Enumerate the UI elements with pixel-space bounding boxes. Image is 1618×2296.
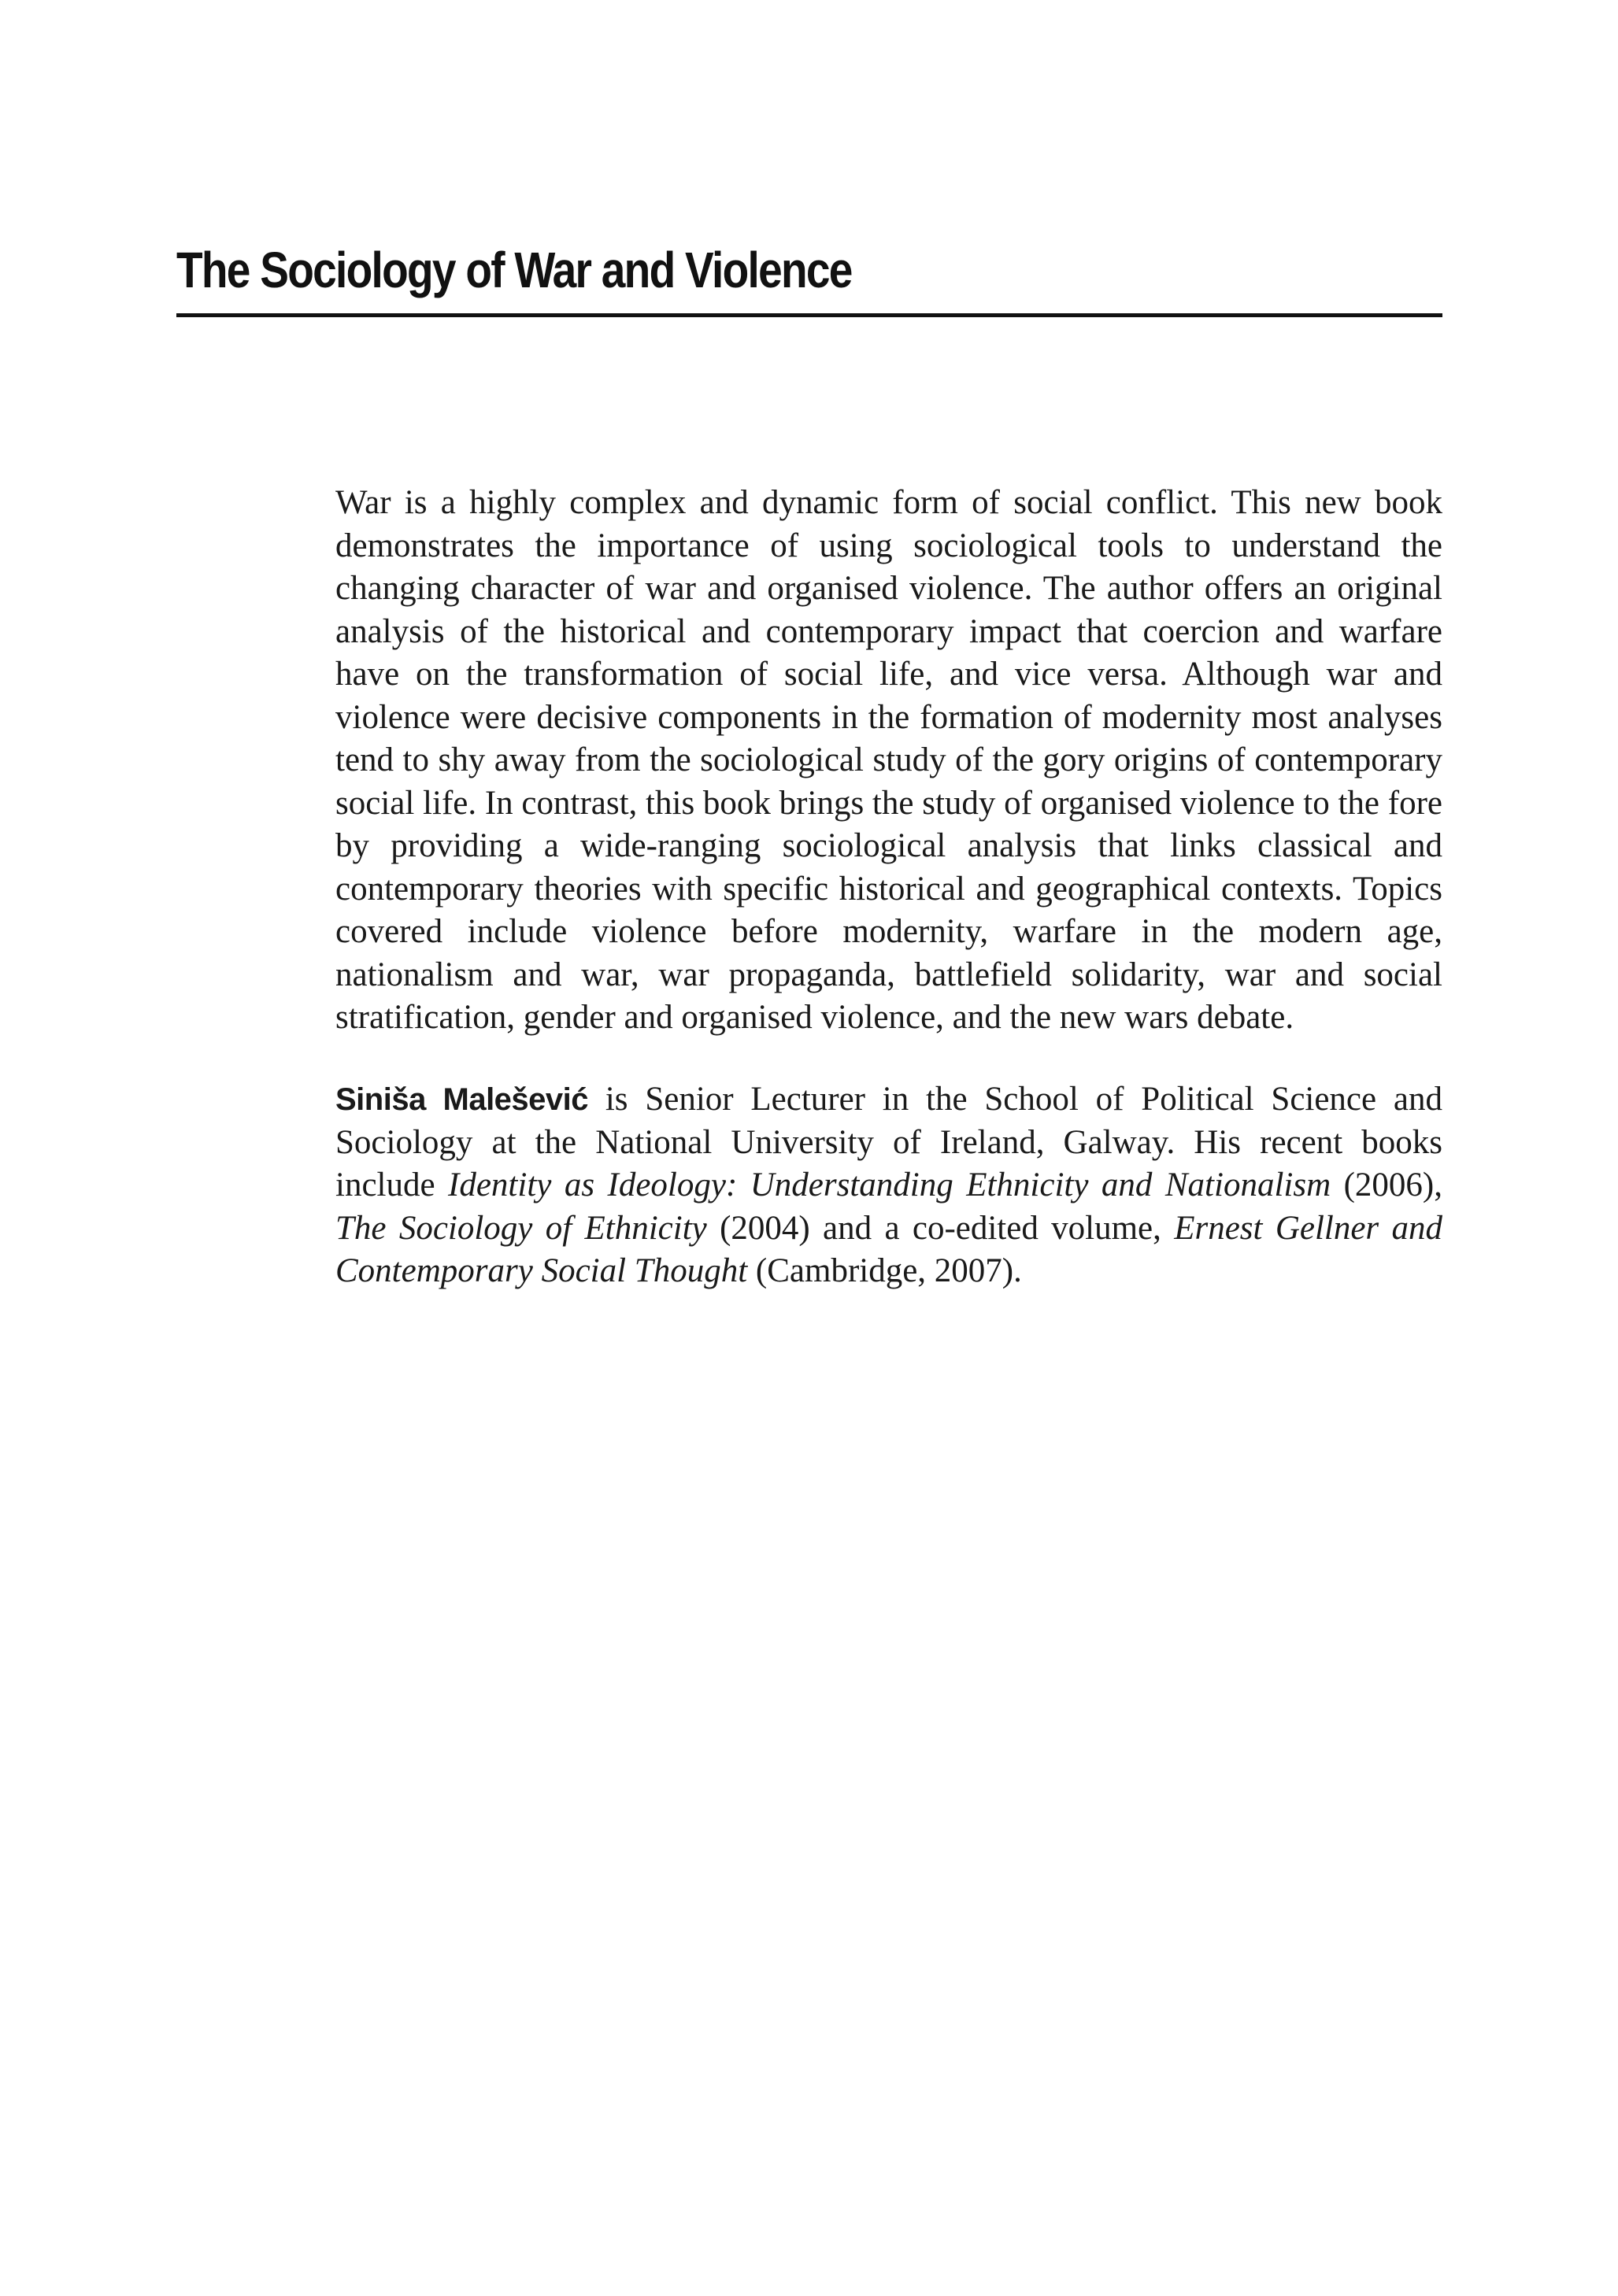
bio-text-4: (Cambridge, 2007). — [747, 1252, 1022, 1289]
book-title-sociology-of-ethnicity: The Sociology of Ethnicity — [335, 1209, 707, 1247]
title-rule — [176, 313, 1442, 317]
page-title: The Sociology of War and Violence — [176, 242, 852, 298]
bio-text-3: (2004) and a co-edited volume, — [706, 1209, 1175, 1247]
bio-text-2: (2006), — [1331, 1166, 1442, 1203]
book-title-identity-as-ideology: Identity as Ideology: Understanding Ethnicity and Nationalism — [448, 1166, 1331, 1203]
author-bio — [335, 1078, 1442, 1293]
author-name: Siniša Malešević — [335, 1082, 589, 1117]
bio-text-1: is Senior Lecturer in the School of Political Science and Sociology at the National University of Ireland, Galway. His recent books include — [335, 1081, 1442, 1203]
book-description: War is a highly complex and dynamic form of social conflict. This new book demonstrates the importance of using sociological tools to understand the changing character of war and organised violence. The author offers an original analysis of the historical and contemporary impact that coercion and warfare have on the transformation of social life, and vice versa. Although war and violence were decisive components in the formation of modernity most analyses tend to shy away from the sociological study of the gory origins of contemporary social life. In contrast, this book brings the study of organised violence to the fore by providing a wide-ranging sociological analysis that links classical and contemporary theories with specific historical and geographical contexts. Topics covered include violence before modernity, warfare in the modern age, nationalism and war, war propaganda, battlefield solidarity, war and social stratification, gender and organised violence, and the new wars debate. — [335, 484, 1442, 1036]
book-title-ernest-gellner: Ernest Gellner and Contemporary Social Thought — [335, 1209, 1442, 1289]
